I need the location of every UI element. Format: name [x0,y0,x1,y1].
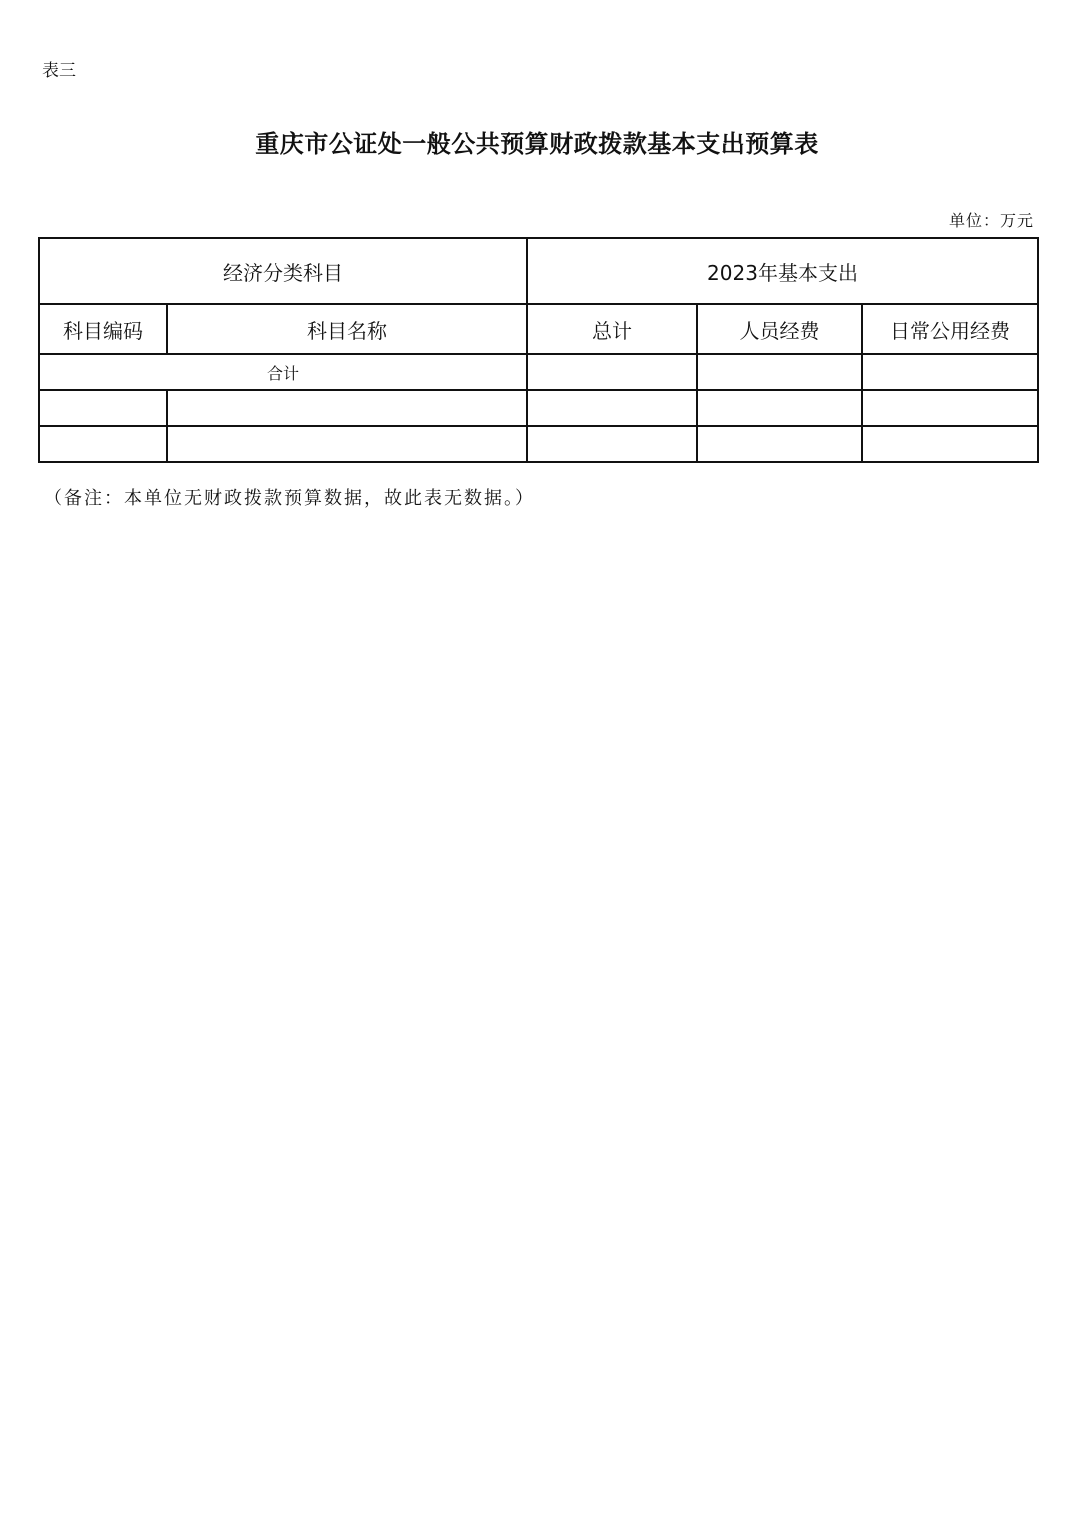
table-cell [862,426,1038,462]
column-header-subject-code: 科目编码 [39,304,167,354]
table-cell [697,426,862,462]
total-row [39,354,1038,390]
table-group-header-row [39,238,1038,304]
economic-category-header: 经济分类科目 [39,238,527,304]
table-cell [167,390,527,426]
table-row [39,426,1038,462]
expenditure-2023-header: 2023年基本支出 [527,238,1038,304]
remark-note: （备注：本单位无财政拨款预算数据，故此表无数据。） [44,488,535,509]
column-header-public-expenses: 日常公用经费 [862,304,1038,354]
table-cell [39,390,167,426]
table-cell [697,390,862,426]
table-cell [39,426,167,462]
total-cell [527,354,697,390]
unit-label: 单位：万元 [948,211,1034,230]
total-cell [862,354,1038,390]
document-title: 重庆市公证处一般公共预算财政拨款基本支出预算表 [255,129,819,158]
table-cell [862,390,1038,426]
column-header-subject-name: 科目名称 [167,304,527,354]
table-cell [527,390,697,426]
table-column-header-row [39,304,1038,354]
total-row-label: 合计 [39,354,527,390]
table-row [39,390,1038,426]
table-cell [527,426,697,462]
total-cell [697,354,862,390]
budget-table [38,237,1039,463]
column-header-total: 总计 [527,304,697,354]
table-number-label: 表三 [42,61,76,81]
column-header-personnel-expenses: 人员经费 [697,304,862,354]
table-cell [167,426,527,462]
